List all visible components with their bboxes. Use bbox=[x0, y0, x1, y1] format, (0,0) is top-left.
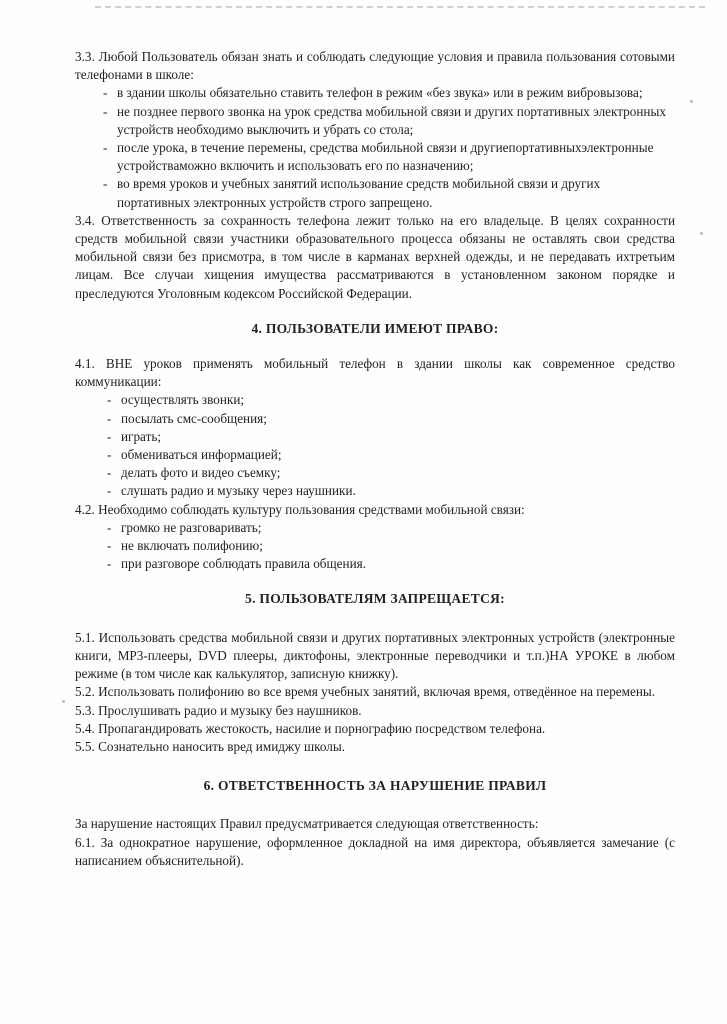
scan-artifact-dot bbox=[690, 100, 693, 103]
paragraph-5-2: 5.2. Использовать полифонию во все время учебных занятий, включая время, отведённое на перемены. bbox=[75, 684, 656, 700]
list-item: - после урока, в течение перемены, средства мобильной связи и другиепортативныхэлектронные устройствaможно включить и использовать его по назначению; bbox=[103, 140, 654, 174]
list-item: - не позднее первого звонка на урок средства мобильной связи и других портативных электронных устройств необходимо выключить и убрать со стола; bbox=[103, 103, 666, 137]
paragraph-5-1: 5.1. Использовать средства мобильной связи и других портативных электронных устройств (электронные книги, МР3-плееры, DVD плееры, диктофоны, электронные переводчики и т.п.)НА УРОКЕ в любом режиме (в том числе как калькулятор, записную книжку). bbox=[75, 629, 675, 682]
paragraph-6-1: 6.1. За однократное нарушение, оформленное докладной на имя директора, объявляется замечание (с написанием объяснительной). bbox=[75, 834, 675, 868]
list-item: - делать фото и видео съемку; bbox=[107, 465, 281, 481]
paragraph-3-3: 3.3. Любой Пользователь обязан знать и соблюдать следующие условия и правила пользования сотовыми телефонами в школе: bbox=[75, 49, 675, 83]
paragraph-3-4: 3.4. Ответственность за сохранность телефона лежит только на его владельце. В целях сохранности средств мобильной связи участники образовательного процесса обязаны не оставлять свои средства мобильной связи без присмотра, в том числе в карманах верхней одежды, и не передавать ихтретьим лицам. Все случаи хищения имущества рассматриваются в установленном законом порядке и преследуются Уголовным кодексом Российской Федерации. bbox=[75, 212, 675, 301]
list-item: - громко не разговаривать; bbox=[107, 519, 262, 535]
scan-artifact-dot bbox=[700, 232, 703, 235]
paragraph-5-5: 5.5. Сознательно наносить вред имиджу школы. bbox=[75, 738, 346, 754]
section-6-heading: 6. ОТВЕТСТВЕННОСТЬ ЗА НАРУШЕНИЕ ПРАВИЛ bbox=[203, 778, 547, 794]
section-5-heading: 5. ПОЛЬЗОВАТЕЛЯМ ЗАПРЕЩАЕТСЯ: bbox=[245, 591, 505, 607]
list-item: - обмениваться информацией; bbox=[107, 447, 282, 463]
list-item: - слушать радио и музыку через наушники. bbox=[107, 483, 356, 499]
scan-artifact-line bbox=[95, 6, 705, 16]
paragraph-6-intro: За нарушение настоящих Правил предусматривается следующая ответственность: bbox=[75, 816, 539, 832]
paragraph-5-4: 5.4. Пропагандировать жестокость, насилие и порнографию посредством телефона. bbox=[75, 720, 546, 736]
scan-artifact-dot bbox=[62, 700, 65, 703]
paragraph-4-1: 4.1. ВНЕ уроков применять мобильный телефон в здании школы как современное средство коммуникации: bbox=[75, 356, 675, 390]
list-item: - не включать полифонию; bbox=[107, 538, 263, 554]
document-body bbox=[75, 48, 675, 870]
list-item: - осуществлять звонки; bbox=[107, 392, 245, 408]
list-item: - в здании школы обязательно ставить телефон в режим «без звука» или в режим вибровызова; bbox=[103, 85, 643, 101]
list-item: - при разговоре соблюдать правила общения. bbox=[107, 556, 367, 572]
list-item: - играть; bbox=[107, 428, 162, 444]
list-item: - во время уроков и учебных занятий использование средств мобильной связи и других портативных электронных устройств строго запрещено. bbox=[103, 176, 601, 210]
section-4-heading: 4. ПОЛЬЗОВАТЕЛИ ИМЕЮТ ПРАВО: bbox=[251, 320, 499, 336]
list-item: - посылать смс-сообщения; bbox=[107, 410, 267, 426]
paragraph-5-3: 5.3. Прослушивать радио и музыку без наушников. bbox=[75, 702, 362, 718]
paragraph-4-2: 4.2. Необходимо соблюдать культуру пользования средствами мобильной связи: bbox=[75, 501, 525, 517]
